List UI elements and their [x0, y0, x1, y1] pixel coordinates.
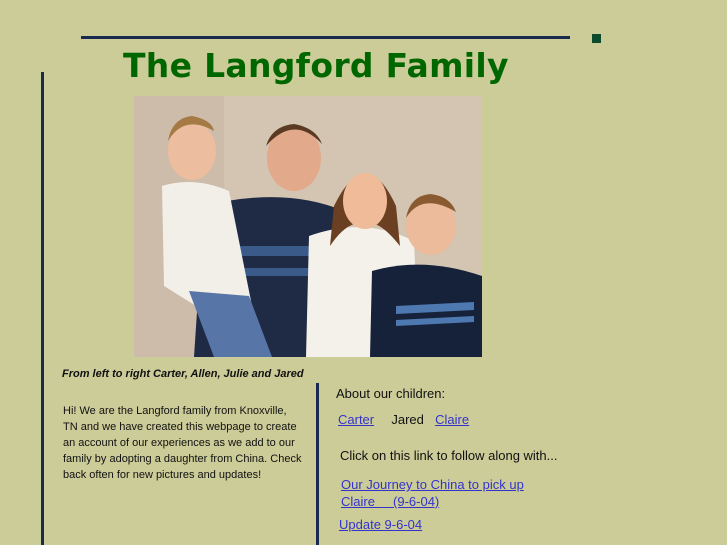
child-link-claire[interactable]: Claire	[435, 412, 470, 427]
child-name-jared: Jared	[391, 412, 424, 427]
page-title: The Langford Family	[123, 46, 509, 85]
journey-link-line1: Our Journey to China to pick up	[341, 477, 524, 492]
journey-link[interactable]	[341, 477, 524, 509]
children-heading: About our children:	[336, 386, 446, 401]
update-link[interactable]: Update 9-6-04	[339, 517, 423, 532]
update-link-block	[339, 517, 422, 532]
center-vertical-rule	[316, 383, 319, 545]
family-photo-illustration	[134, 96, 482, 357]
journey-link-block	[341, 476, 541, 510]
child-link-carter[interactable]: Carter	[338, 412, 375, 427]
intro-paragraph: Hi! We are the Langford family from Knoxville, TN and we have created this webpage to create an account of our experiences as we add to our family by adopting a daughter from China. Check back often for new pictures and updates!	[63, 405, 302, 481]
children-links	[338, 412, 469, 427]
family-photo	[134, 96, 482, 357]
left-vertical-rule	[41, 72, 44, 545]
follow-heading: Click on this link to follow along with...	[340, 448, 558, 463]
photo-caption: From left to right Carter, Allen, Julie and Jared	[62, 368, 304, 380]
top-horizontal-rule	[81, 36, 570, 39]
decorative-square	[592, 34, 601, 43]
journey-link-line2: Claire (9-6-04)	[341, 494, 440, 509]
